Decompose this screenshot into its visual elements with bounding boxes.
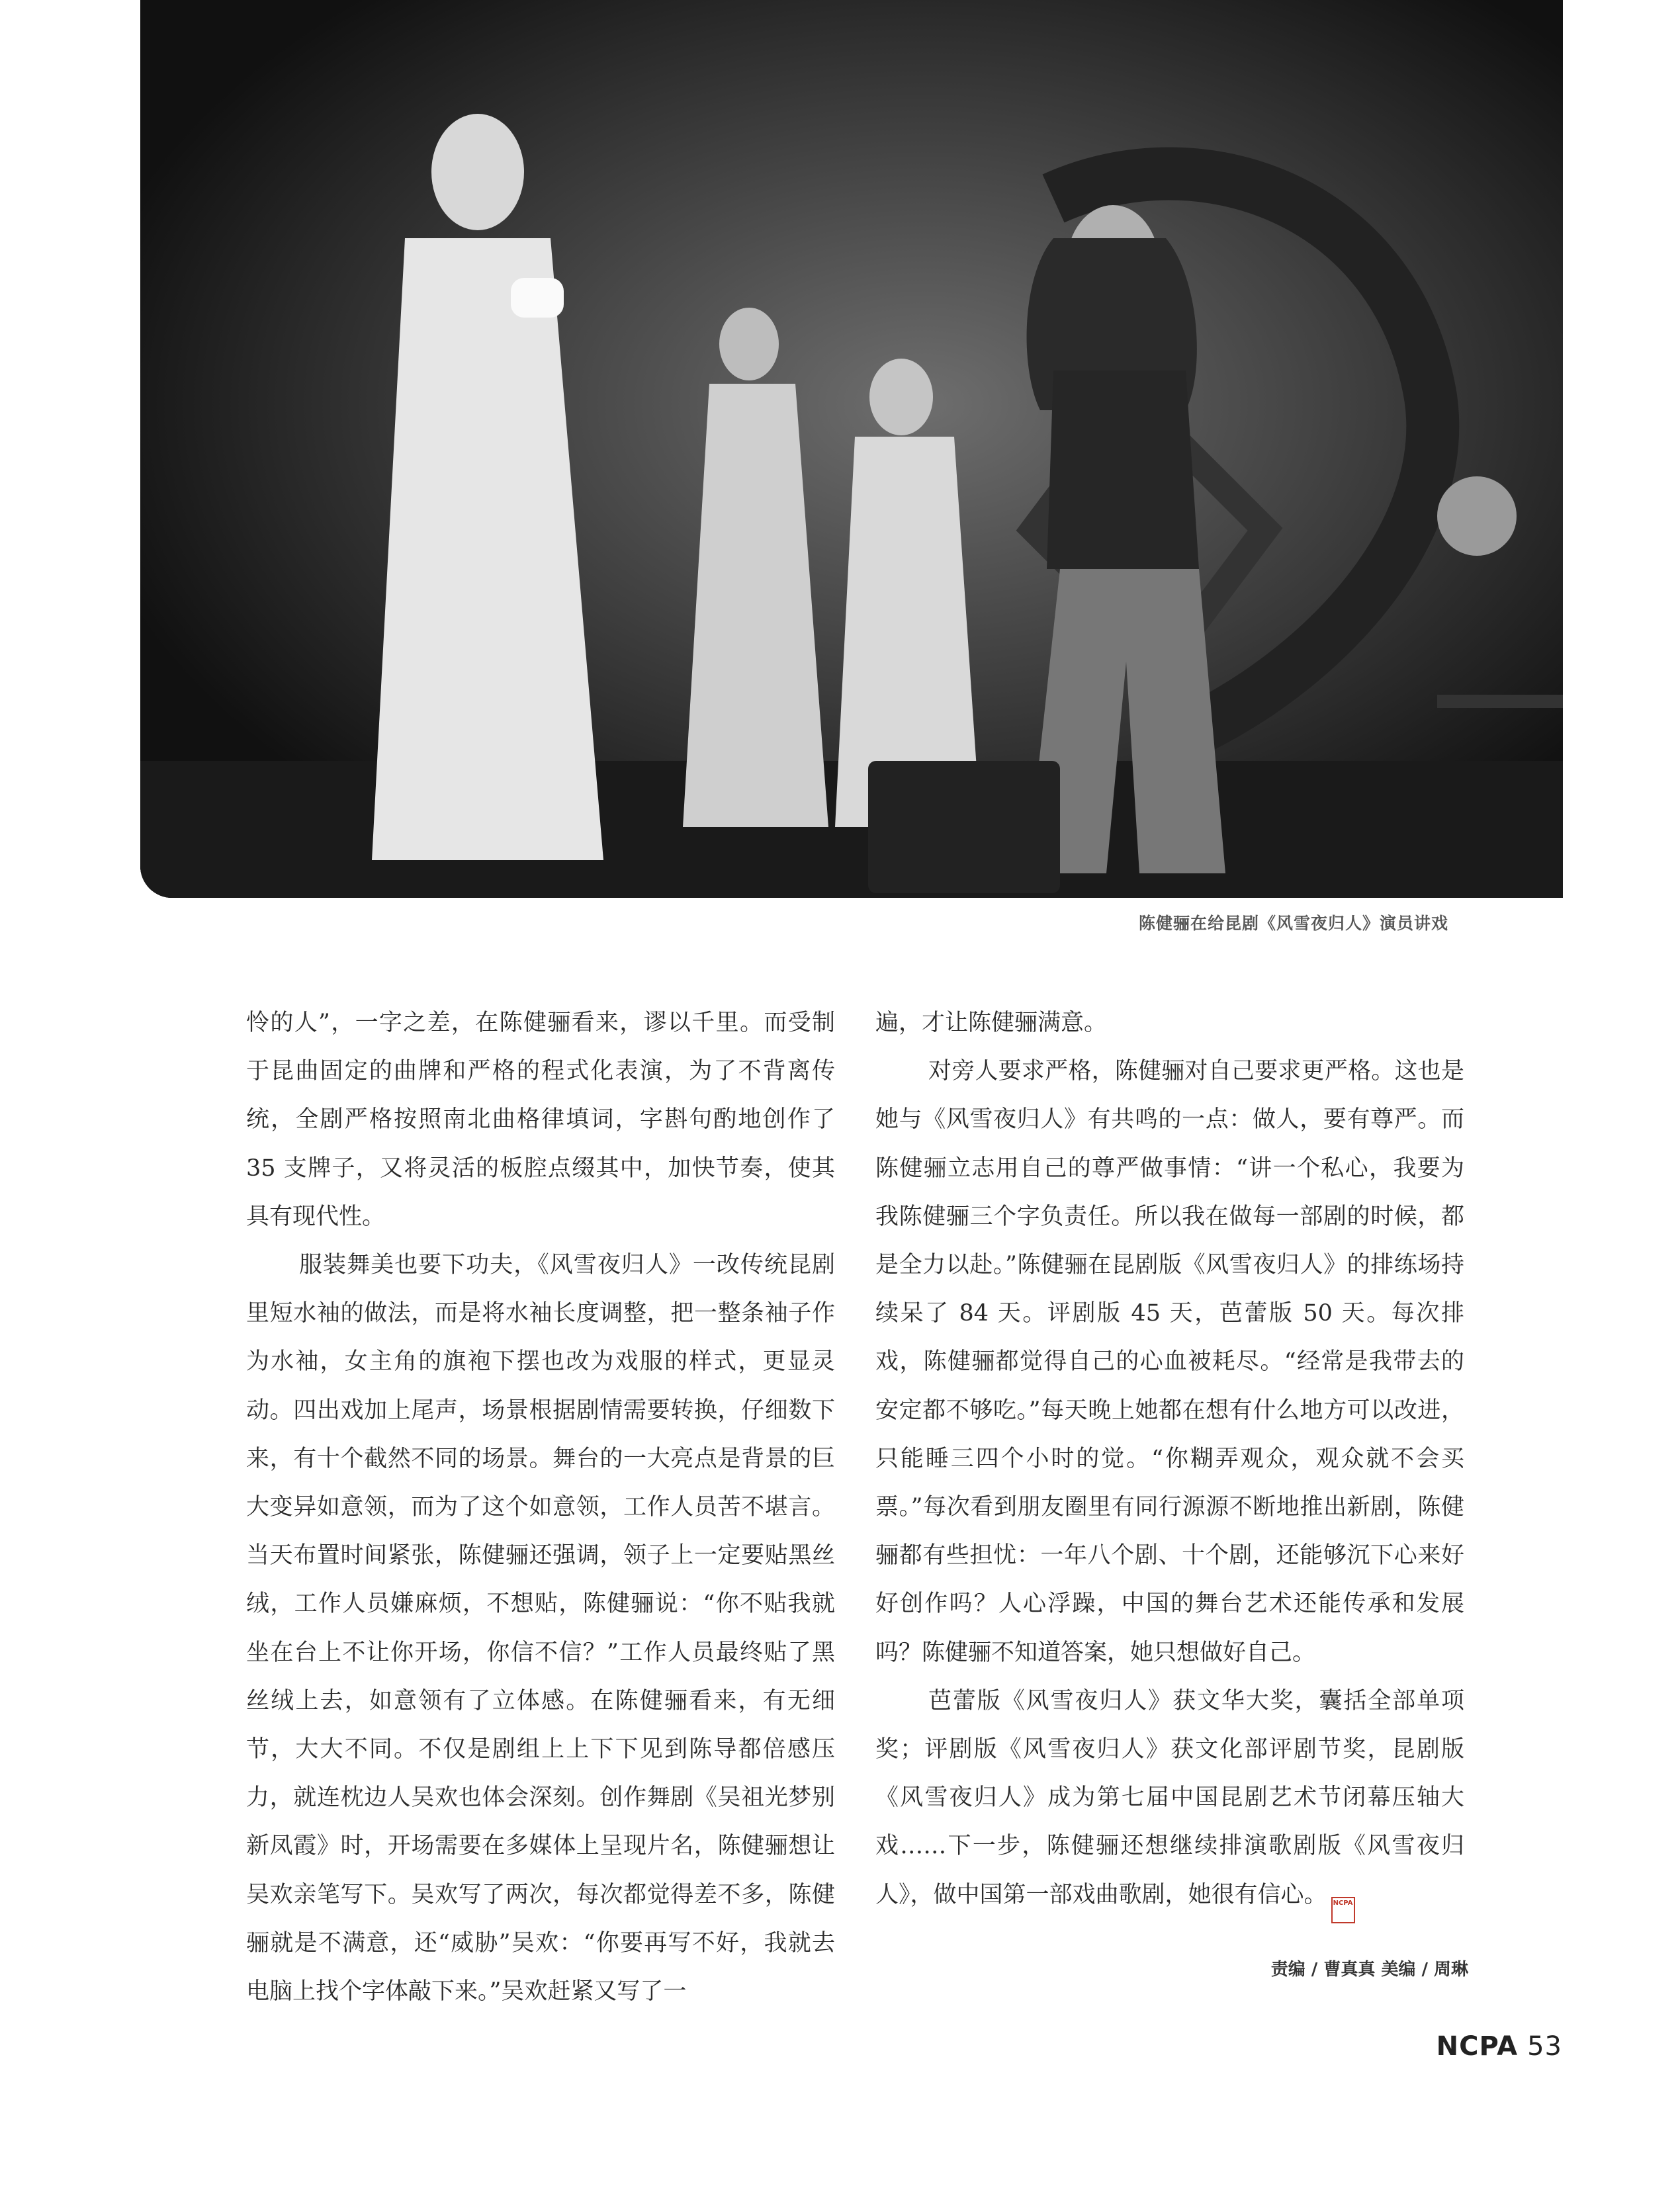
paragraph: 怜的人”，一字之差，在陈健骊看来，谬以千里。而受制于昆曲固定的曲牌和严格的程式化表演，为了不背离传统，全剧严格按照南北曲格律填词，字斟句酌地创作了 35 支牌子，又将灵活的板腔点缀其中，加快节奏，使其具有现代性。 [246, 1010, 835, 1230]
article-left-column [246, 999, 835, 2016]
end-mark-logo: NCPA [1331, 1897, 1355, 1923]
paragraph-final [875, 1677, 1464, 1923]
paragraph: 服装舞美也要下功夫，《风雪夜归人》一改传统昆剧里短水袖的做法，而是将水袖长度调整，把一整条袖子作为水袖，女主角的旗袍下摆也改为戏服的样式，更显灵动。四出戏加上尾声，场景根据剧情需要转换，仔细数下来，有十个截然不同的场景。舞台的一大亮点是背景的巨大变异如意领，而为了这个如意领，工作人员苦不堪言。当天布置时间紧张，陈健骊还强调，领子上一定要贴黑丝绒，工作人员嫌麻烦，不想贴，陈健骊说：“你不贴我就坐在台上不让你开场，你信不信？”工作人员最终贴了黑丝绒上去，如意领有了立体感。在陈健骊看来，有无细节，大大不同。不仅是剧组上上下下见到陈导都倍感压力，就连枕边人吴欢也体会深刻。创作舞剧《吴祖光梦别新凤霞》时，开场需要在多媒体上呈现片名，陈健骊想让吴欢亲笔写下。吴欢写了两次，每次都觉得差不多，陈健骊就是不满意，还“威胁”吴欢：“你要再写不好，我就去电脑上找个字体敲下来。”吴欢赶紧又写了一 [246, 1252, 835, 2005]
stage-rehearsal-photo [140, 0, 1563, 898]
photo-caption: 陈健骊在给昆剧《风雪夜归人》演员讲戏 [1138, 914, 1448, 933]
magazine-name: NCPA [1436, 2031, 1519, 2062]
photo-illustration [140, 0, 1563, 898]
paragraph-text: 芭蕾版《风雪夜归人》获文华大奖，囊括全部单项奖；评剧版《风雪夜归人》获文化部评剧节奖，昆剧版《风雪夜归人》成为第七届中国昆剧艺术节闭幕压轴大戏……下一步，陈健骊还想继续排演歌剧版《风雪夜归人》，做中国第一部戏曲歌剧，她很有信心。 [875, 1687, 1464, 1908]
paragraph: 遍，才让陈健骊满意。 [875, 1010, 1108, 1036]
page-folio [1437, 2031, 1562, 2062]
article-right-column [875, 999, 1464, 1923]
paragraph: 对旁人要求严格，陈健骊对自己要求更严格。这也是她与《风雪夜归人》有共鸣的一点：做人，要有尊严。而陈健骊立志用自己的尊严做事情：“讲一个私心，我要为我陈健骊三个字负责任。所以我在做每一部剧的时候，都是全力以赴。”陈健骊在昆剧版《风雪夜归人》的排练场持续呆了 84 天。评剧版 45 天，芭蕾版 50 天。每次排戏，陈健骊都觉得自己的心血被耗尽。“经常是我带去的安定都不够吃。”每天晚上她都在想有什么地方可以改进，只能睡三四个小时的觉。“你糊弄观众，观众就不会买票。”每次看到朋友圈里有同行源源不断地推出新剧，陈健骊都有些担忧：一年八个剧、十个剧，还能够沉下心来好好创作吗？人心浮躁，中国的舞台艺术还能传承和发展吗？陈健骊不知道答案，她只想做好自己。 [875, 1058, 1464, 1666]
editor-credits: 责编 / 曹真真 美编 / 周琳 [1270, 1960, 1468, 1980]
page-number: 53 [1527, 2031, 1562, 2062]
